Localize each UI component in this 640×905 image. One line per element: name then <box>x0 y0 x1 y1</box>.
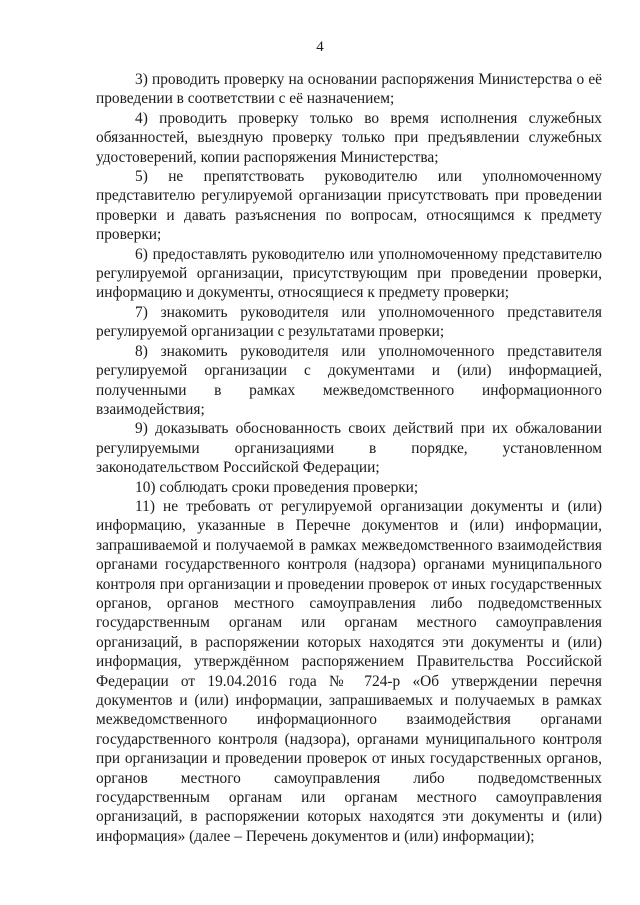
page-number: 4 <box>316 39 324 55</box>
paragraph-item-11: 11) не требовать от регулируемой организации документы и (или) информацию, указанные в Перечне документов и (или) информации, запрашиваемой и получаемой в рамках межведомственного взаимодействия органами государственного контроля (надзора) органами муниципального контроля при организации и проведении проверок от иных государственных органов, органов местного самоуправления либо подведомственных государственным органам или органам местного самоуправления организаций, в распоряжении которых находятся эти документы и (или) информация, утверждённом распоряжением Правительства Российской Федерации от 19.04.2016 года № 724-р «Об утверждении перечня документов и (или) информации, запрашиваемых и получаемых в рамках межведомственного информационного взаимодействия органами государственного контроля (надзора), органами муниципального контроля при организации и проведении проверок от иных государственных органов, органов местного самоуправления либо подведомственных государственным органам или органам местного самоуправления организаций, в распоряжении которых находятся эти документы и (или) информация» (далее – Перечень документов и (или) информации); <box>96 497 602 845</box>
document-body <box>96 70 602 846</box>
paragraph-item-10: 10) соблюдать сроки проведения проверки; <box>135 478 419 496</box>
paragraph-item-9: 9) доказывать обоснованность своих действий при их обжаловании регулируемыми организациями в порядке, установленном законодательством Российской Федерации; <box>96 420 602 477</box>
paragraph-item-3: 3) проводить проверку на основании распоряжения Министерства о её проведении в соответствии с её назначением; <box>96 71 602 108</box>
paragraph-item-5: 5) не препятствовать руководителю или уполномоченному представителю регулируемой организации присутствовать при проведении проверки и давать разъяснения по вопросам, относящимся к предмету проверки; <box>96 168 602 244</box>
paragraph-item-7: 7) знакомить руководителя или уполномоченного представителя регулируемой организации с результатами проверки; <box>96 303 602 341</box>
paragraph-item-4: 4) проводить проверку только во время исполнения служебных обязанностей, выездную проверку только при предъявлении служебных удостоверений, копии распоряжения Министерства; <box>96 109 602 166</box>
paragraph-item-8: 8) знакомить руководителя или уполномоченного представителя регулируемой организации с документами и (или) информацией, полученными в рамках межведомственного информационного взаимодействия; <box>96 342 602 418</box>
paragraph-item-6: 6) предоставлять руководителю или уполномоченному представителю регулируемой организации, присутствующим при проведении проверки, информацию и документы, относящиеся к предмету проверки; <box>96 245 602 302</box>
